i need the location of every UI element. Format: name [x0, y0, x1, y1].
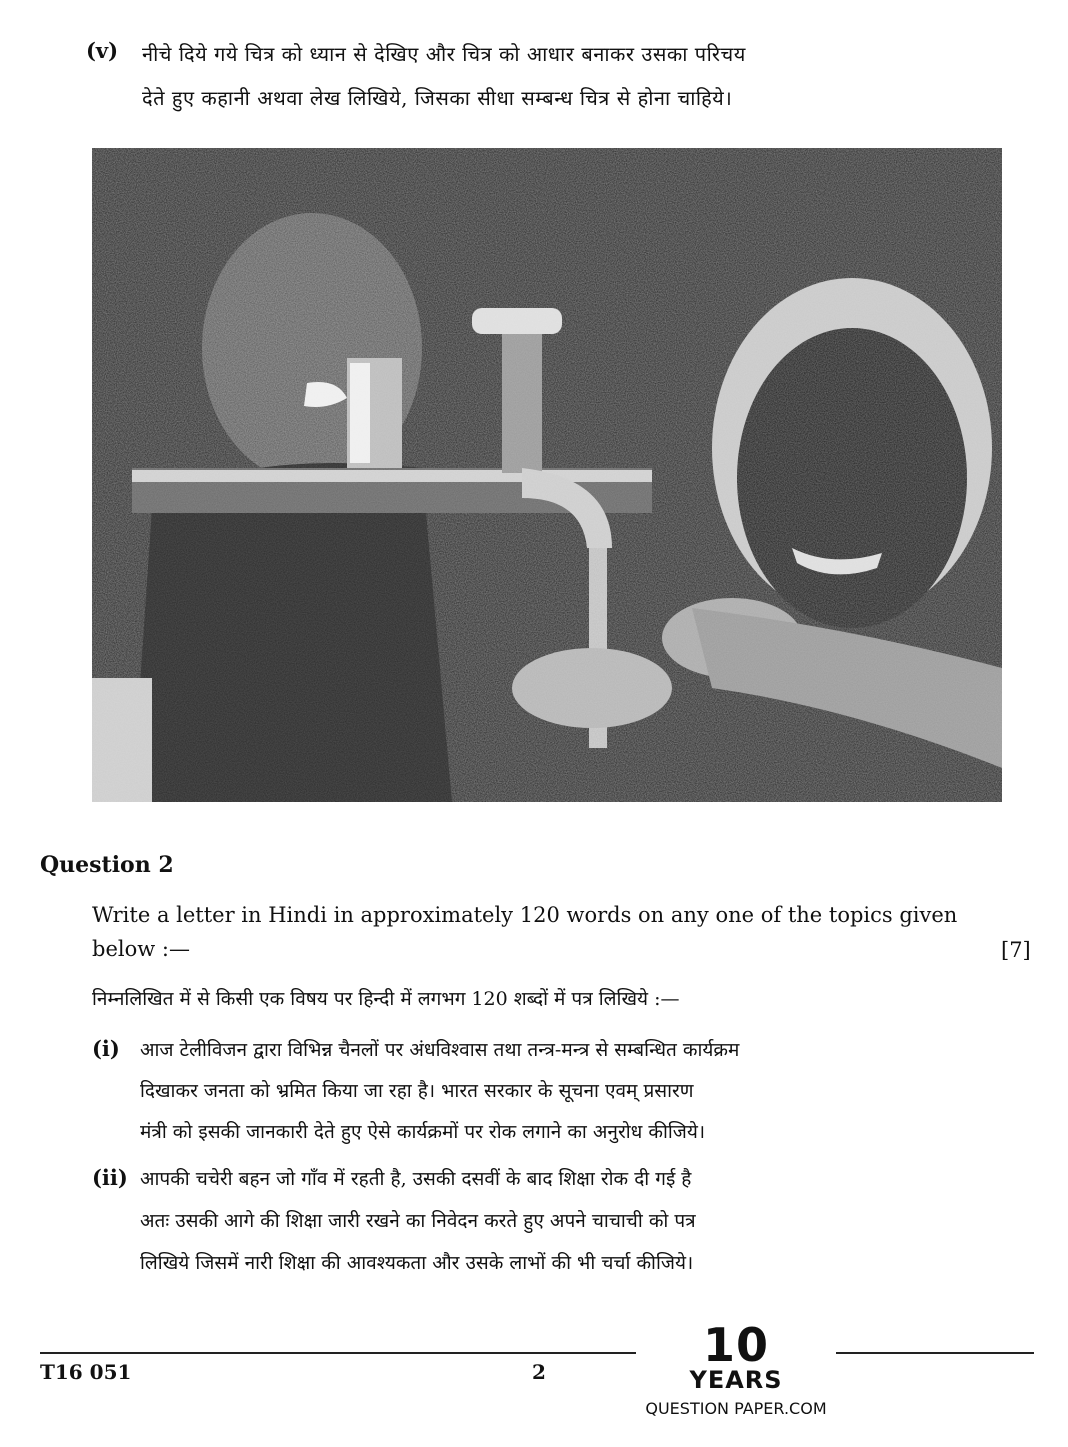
footer-rule-left	[40, 1352, 636, 1354]
option-i-marker: (i)	[92, 1036, 120, 1061]
question-v-text-line-1: नीचे दिये गये चित्र को ध्यान से देखिए और चित्र को आधार बनाकर उसका परिचय	[142, 42, 746, 66]
footer-rule-right	[836, 1352, 1034, 1354]
logo-site-name: QUESTION PAPER.COM	[645, 1399, 827, 1418]
question-2-english-instruction-line-1: Write a letter in Hindi in approximately 120 words on any one of the topics given	[92, 903, 958, 927]
question-2-marks: [7]	[1001, 938, 1031, 962]
page-number: 2	[532, 1360, 546, 1384]
option-ii-line-3: लिखिये जिसमें नारी शिक्षा की आवश्यकता और उसके लाभों की भी चर्चा कीजिये।	[140, 1252, 694, 1274]
option-i-line-2: दिखाकर जनता को भ्रमित किया जा रहा है। भारत सरकार के सूचना एवम् प्रसारण	[140, 1080, 694, 1102]
paper-code: T16 051	[40, 1360, 132, 1384]
question-v-text-line-2: देते हुए कहानी अथवा लेख लिखिये, जिसका सीधा सम्बन्ध चित्र से होना चाहिये।	[142, 86, 733, 110]
photograph-icon	[92, 148, 1002, 802]
option-ii-line-1: आपकी चचेरी बहन जो गाँव में रहती है, उसकी दसवीं के बाद शिक्षा रोक दी गई है	[140, 1168, 692, 1190]
option-i-line-1: आज टेलीविजन द्वारा विभिन्न चैनलों पर अंधविश्वास तथा तन्त्र-मन्त्र से सम्बन्धित कार्यक्रम	[140, 1039, 740, 1061]
question-2-title: Question 2	[40, 852, 174, 878]
question-2-english-instruction-line-2: below :—	[92, 937, 190, 961]
question-v-marker: (v)	[86, 38, 119, 63]
site-logo	[636, 1318, 836, 1438]
question-2-hindi-instruction: निम्नलिखित में से किसी एक विषय पर हिन्दी में लगभग 120 शब्दों में पत्र लिखिये :—	[92, 988, 680, 1010]
logo-number: 10	[702, 1318, 769, 1372]
option-i-line-3: मंत्री को इसकी जानकारी देते हुए ऐसे कार्यक्रमों पर रोक लगाने का अनुरोध कीजिये।	[140, 1121, 706, 1143]
option-ii-marker: (ii)	[92, 1165, 128, 1190]
photograph-children-at-water-tap	[92, 148, 1002, 802]
option-ii-line-2: अतः उसकी आगे की शिक्षा जारी रखने का निवेदन करते हुए अपने चाचाची को पत्र	[140, 1210, 696, 1232]
logo-years: YEARS	[689, 1366, 783, 1394]
